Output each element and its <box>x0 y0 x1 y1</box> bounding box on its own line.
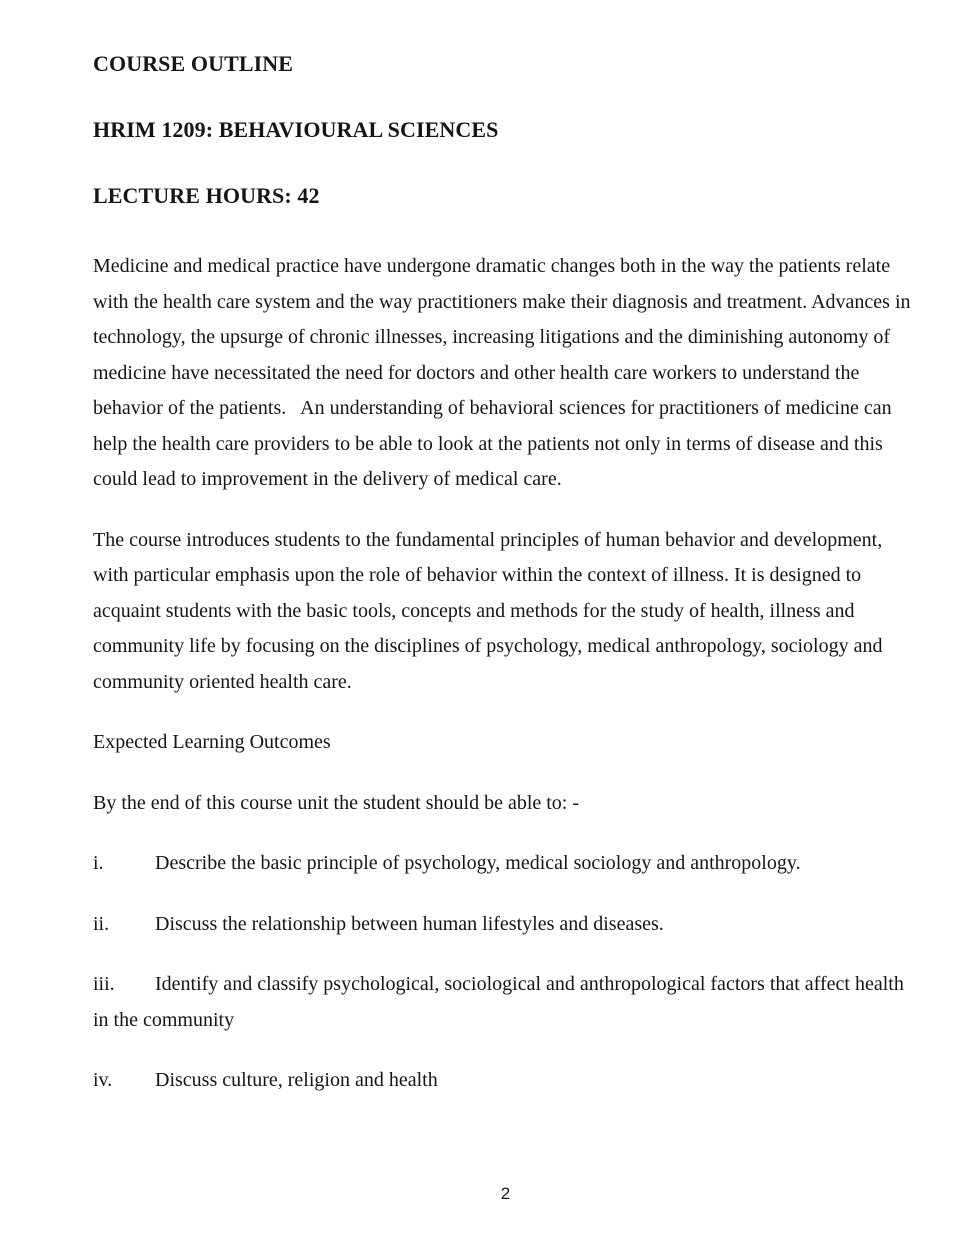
outcome-item-4 <box>93 1063 918 1099</box>
intro-paragraph-2: The course introduces students to the fundamental principles of human behavior and development, with particular emphasis upon the role of behavior within the context of illness. It is designed to acquaint students with the basic tools, concepts and methods for the study of health, illness and community life by focusing on the disciplines of psychology, medical anthropology, sociology and community oriented health care. <box>93 528 888 693</box>
expected-outcomes-heading: Expected Learning Outcomes <box>93 731 331 753</box>
outcome-item-1-numeral: i. <box>93 852 104 874</box>
outcome-item-4-text: Discuss culture, religion and health <box>155 1069 438 1091</box>
outcome-item-3-numeral: iii. <box>93 973 115 995</box>
outcome-item-1 <box>93 846 918 882</box>
outcome-item-2 <box>93 907 918 943</box>
outcome-item-3-text: Identify and classify psychological, sociological and anthropological factors that affect health in the community <box>93 973 904 1031</box>
outcome-item-1-text: Describe the basic principle of psychology, medical sociology and anthropology. <box>155 852 801 874</box>
outcome-item-2-numeral: ii. <box>93 912 110 935</box>
outcome-item-4-numeral: iv. <box>93 1069 113 1091</box>
outcomes-intro-line: By the end of this course unit the student should be able to: - <box>93 791 580 814</box>
course-code-heading: HRIM 1209: BEHAVIOURAL SCIENCES <box>93 117 499 142</box>
intro-paragraph-1: Medicine and medical practice have undergone dramatic changes both in the way the patients relate with the health care system and the way practitioners make their diagnosis and treatment. Advances in technology, the upsurge of chronic illnesses, increasing litigations and the diminishing autonomy of medicine have necessitated the need for doctors and other health care workers to understand the behavior of the patients. An understanding of behavioral sciences for practitioners of medicine can help the health care providers to be able to look at the patients not only in terms of disease and this could lead to improvement in the delivery of medical care. <box>93 255 916 490</box>
page-number: 2 <box>500 1184 511 1203</box>
outcome-item-3 <box>93 967 918 1038</box>
course-outline-title: COURSE OUTLINE <box>93 51 294 76</box>
lecture-hours-heading: LECTURE HOURS: 42 <box>93 183 320 208</box>
outcome-item-2-text: Discuss the relationship between human lifestyles and diseases. <box>155 912 664 935</box>
